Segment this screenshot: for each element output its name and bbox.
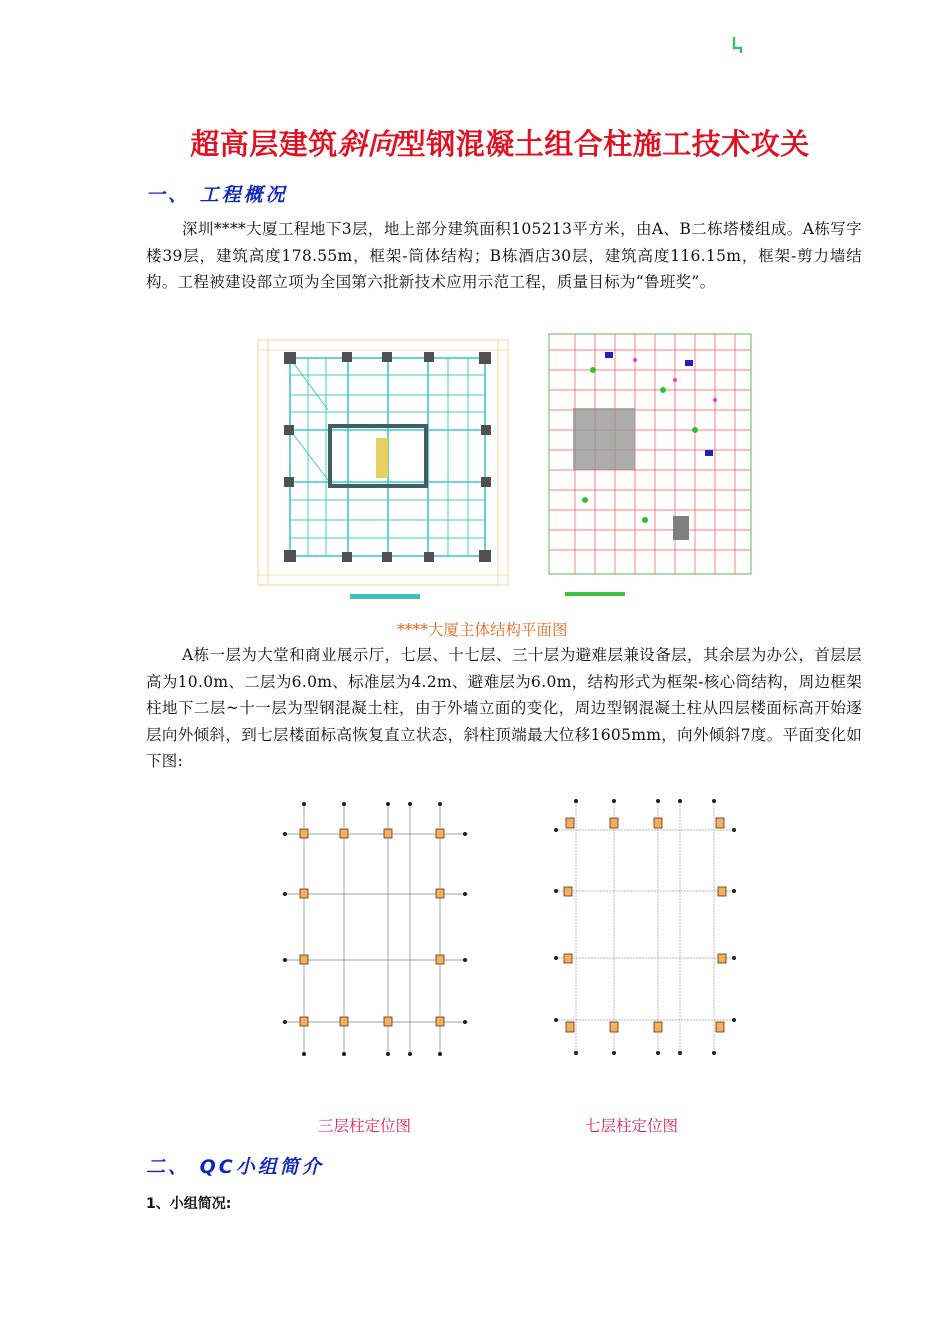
section-heading-overview: 一、 工程概况	[146, 184, 288, 206]
paragraph-structure: A栋一层为大堂和商业展示厅，七层、十七层、三十层为避难层兼设备层，其余层为办公，首层层高为10.0m、二层为6.0m、标准层为4.2m、避难层为6.0m，结构形式为框架-核心筒结构，周边框架柱地下二层~十一层为型钢混凝土柱，由于外墙立面的变化，周边型钢混凝土柱从四层楼面标高开始逐层向外倾斜，到七层楼面标高恢复直立状态，斜柱顶端最大位移1605mm，向外倾斜7度。平面变化如下图:	[146, 646, 862, 770]
section-heading-qc-group: 二、 QC小组简介	[146, 1156, 324, 1178]
subheading-group-overview: 1、小组简况:	[146, 1196, 232, 1212]
column-plan-3f	[282, 798, 468, 1060]
figure-caption-3f: 三层柱定位图	[318, 1117, 412, 1135]
page-title: 超高层建筑斜向型钢混凝土组合柱施工技术攻关	[190, 127, 810, 161]
figure-caption-7f: 七层柱定位图	[585, 1117, 679, 1135]
floor-plan-b	[545, 330, 755, 602]
column-plan-7f	[550, 795, 740, 1059]
figure-caption-structure-plan: ****大厦主体结构平面图	[397, 621, 568, 639]
floor-plan-a	[248, 330, 520, 602]
corner-mark-icon	[732, 36, 744, 54]
paragraph-overview: 深圳****大厦工程地下3层，地上部分建筑面积105213平方米，由A、B二栋塔楼组成。A栋写字楼39层，建筑高度178.55m，框架-筒体结构；B栋酒店30层，建筑高度116.15m，框架-剪力墙结构。工程被建设部立项为全国第六批新技术应用示范工程，质量目标为“鲁班奖”。	[146, 220, 862, 291]
